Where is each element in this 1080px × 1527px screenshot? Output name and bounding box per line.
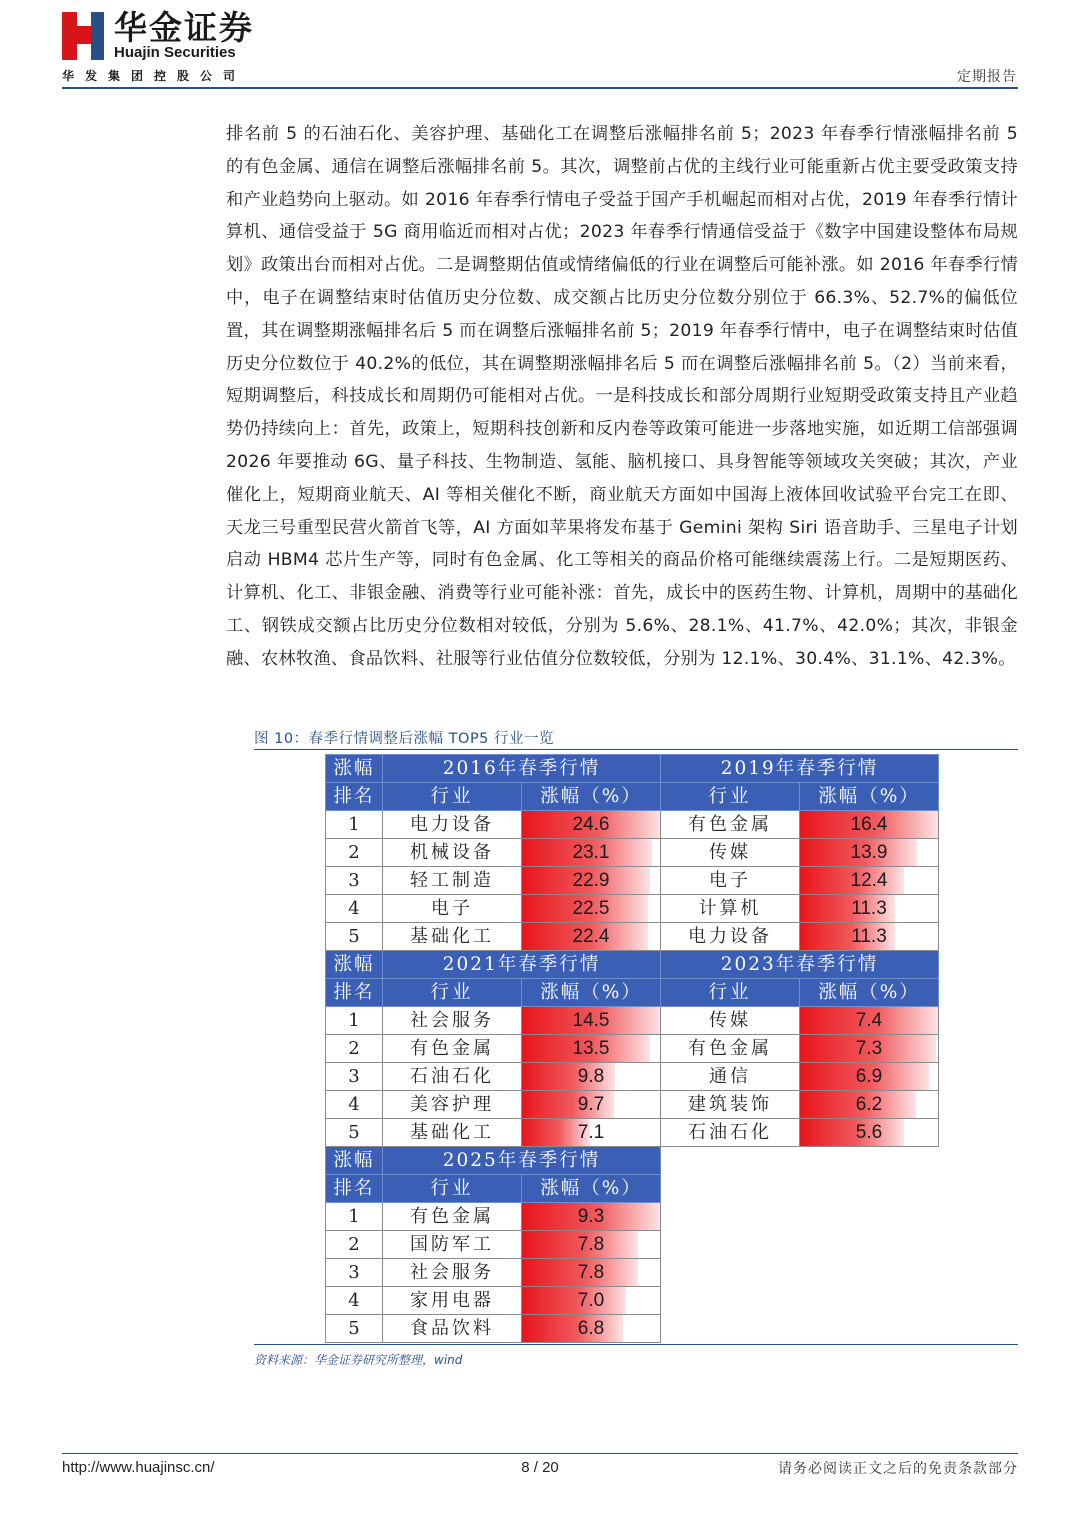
change-value-cell [522, 1315, 661, 1343]
column-header-row [326, 783, 939, 811]
change-value-text: 14.5 [572, 1009, 610, 1031]
change-value-cell [522, 1035, 661, 1063]
change-value-text: 9.8 [577, 1065, 605, 1087]
table-row [326, 1259, 939, 1287]
change-value-text: 22.5 [572, 897, 610, 919]
industry-cell: 美容护理 [383, 1091, 522, 1119]
industry-cell: 社会服务 [383, 1259, 522, 1287]
change-value-cell [800, 1035, 939, 1063]
block-title-left: 2016年春季行情 [383, 755, 661, 783]
change-value-text: 11.3 [851, 925, 887, 947]
change-value-text: 6.2 [855, 1093, 883, 1115]
rank-cell: 4 [326, 1287, 383, 1315]
rank-cell: 2 [326, 1035, 383, 1063]
industry-cell: 电子 [661, 867, 800, 895]
figure-title: 图 10：春季行情调整后涨幅 TOP5 行业一览 [254, 731, 555, 747]
table-row [326, 839, 939, 867]
industry-cell: 电子 [383, 895, 522, 923]
industry-cell: 通信 [661, 1063, 800, 1091]
change-column-header: 涨幅（%） [800, 979, 939, 1007]
disclaimer-note: 请务必阅读正文之后的免责条款部分 [778, 1461, 1018, 1477]
table-row [326, 1231, 939, 1259]
change-value-text: 16.4 [850, 813, 888, 835]
table-row [326, 811, 939, 839]
industry-cell: 国防军工 [383, 1231, 522, 1259]
change-value-cell [522, 1091, 661, 1119]
brand-name-en: Huajin Securities [114, 44, 236, 61]
change-value-cell [522, 1063, 661, 1091]
change-value-text: 6.8 [577, 1317, 605, 1339]
industry-cell: 传媒 [661, 839, 800, 867]
rank-cell: 1 [326, 1203, 383, 1231]
block-title-right: 2023年春季行情 [661, 951, 939, 979]
industry-cell: 建筑装饰 [661, 1091, 800, 1119]
group-name: 华发集团控股公司 [62, 69, 247, 83]
change-value-bar [522, 1315, 623, 1342]
change-value-cell [522, 1259, 661, 1287]
change-value-cell [800, 1007, 939, 1035]
industry-cell: 有色金属 [661, 1035, 800, 1063]
change-value-text: 7.0 [577, 1289, 605, 1311]
report-type: 定期报告 [957, 69, 1017, 85]
change-column-header: 涨幅（%） [800, 783, 939, 811]
industry-cell: 家用电器 [383, 1287, 522, 1315]
block-title-left: 2025年春季行情 [383, 1147, 661, 1175]
change-value-text: 7.1 [577, 1121, 605, 1143]
table-row [326, 1091, 939, 1119]
industry-cell: 传媒 [661, 1007, 800, 1035]
page-number: 8 / 20 [521, 1459, 559, 1476]
change-value-cell [522, 1119, 661, 1147]
ranking-table [325, 754, 939, 1343]
block-header-row [326, 951, 939, 979]
industry-cell: 机械设备 [383, 839, 522, 867]
change-value-text: 12.4 [850, 869, 888, 891]
block-title-left: 2021年春季行情 [383, 951, 661, 979]
change-value-cell [800, 895, 939, 923]
change-value-cell [522, 839, 661, 867]
change-column-header: 涨幅（%） [522, 979, 661, 1007]
change-value-text: 22.9 [572, 869, 610, 891]
change-value-cell [522, 867, 661, 895]
figure-bottom-divider [254, 1344, 1018, 1345]
change-value-cell [800, 839, 939, 867]
brand-name-cn: 华金证券 [114, 8, 254, 47]
rank-cell: 2 [326, 1231, 383, 1259]
rank-cell: 3 [326, 867, 383, 895]
change-value-text: 11.3 [851, 897, 887, 919]
industry-cell: 食品饮料 [383, 1315, 522, 1343]
change-value-cell [522, 1203, 661, 1231]
change-value-text: 7.3 [855, 1037, 883, 1059]
rank-cell: 4 [326, 1091, 383, 1119]
industry-cell: 有色金属 [661, 811, 800, 839]
industry-cell: 石油石化 [661, 1119, 800, 1147]
change-value-text: 22.4 [572, 925, 610, 947]
figure-source: 资料来源：华金证券研究所整理，wind [254, 1353, 463, 1367]
change-value-cell [800, 1119, 939, 1147]
rank-cell: 5 [326, 1119, 383, 1147]
industry-cell: 有色金属 [383, 1203, 522, 1231]
change-value-bar [800, 1119, 904, 1146]
change-column-header: 涨幅（%） [522, 783, 661, 811]
footer-divider [62, 1453, 1018, 1454]
change-value-text: 6.9 [855, 1065, 883, 1087]
figure-top-divider [254, 749, 1018, 750]
change-value-text: 7.8 [577, 1233, 605, 1255]
rank-header-top: 涨幅 [326, 1147, 383, 1175]
industry-cell: 计算机 [661, 895, 800, 923]
rank-header-bottom: 排名 [326, 1175, 383, 1203]
industry-column-header: 行业 [661, 783, 800, 811]
change-value-bar [522, 1287, 626, 1314]
rank-cell: 3 [326, 1063, 383, 1091]
table-row [326, 1315, 939, 1343]
industry-cell: 石油石化 [383, 1063, 522, 1091]
industry-cell: 社会服务 [383, 1007, 522, 1035]
industry-cell: 基础化工 [383, 923, 522, 951]
change-value-text: 24.6 [572, 813, 610, 835]
change-value-cell [522, 811, 661, 839]
industry-column-header: 行业 [661, 979, 800, 1007]
change-value-cell [522, 1231, 661, 1259]
change-value-cell [522, 923, 661, 951]
change-value-cell [800, 1091, 939, 1119]
change-value-cell [522, 895, 661, 923]
rank-cell: 1 [326, 811, 383, 839]
change-value-cell [800, 923, 939, 951]
change-value-cell [800, 1063, 939, 1091]
rank-cell: 4 [326, 895, 383, 923]
industry-column-header: 行业 [383, 1175, 522, 1203]
industry-cell: 电力设备 [383, 811, 522, 839]
table-row [326, 1063, 939, 1091]
change-column-header: 涨幅（%） [522, 1175, 661, 1203]
change-value-text: 7.4 [855, 1009, 883, 1031]
industry-column-header: 行业 [383, 979, 522, 1007]
header-divider [62, 87, 1018, 89]
table-row [326, 1007, 939, 1035]
table-row [326, 1203, 939, 1231]
change-value-text: 7.8 [577, 1261, 605, 1283]
rank-cell: 2 [326, 839, 383, 867]
change-value-text: 23.1 [572, 841, 610, 863]
change-value-text: 9.7 [577, 1093, 605, 1115]
change-value-cell [800, 867, 939, 895]
industry-cell: 基础化工 [383, 1119, 522, 1147]
footer-url-link[interactable]: http://www.huajinsc.cn/ [62, 1459, 215, 1476]
change-value-text: 5.6 [855, 1121, 883, 1143]
rank-cell: 1 [326, 1007, 383, 1035]
column-header-row [326, 979, 939, 1007]
change-value-cell [800, 811, 939, 839]
table-row [326, 1119, 939, 1147]
change-value-cell [522, 1287, 661, 1315]
change-value-text: 13.9 [850, 841, 888, 863]
industry-cell: 有色金属 [383, 1035, 522, 1063]
table-row [326, 1287, 939, 1315]
rank-header-top: 涨幅 [326, 755, 383, 783]
rank-header-bottom: 排名 [326, 783, 383, 811]
table-row [326, 867, 939, 895]
industry-cell: 电力设备 [661, 923, 800, 951]
rank-cell: 5 [326, 923, 383, 951]
block-header-row [326, 1147, 939, 1175]
industry-column-header: 行业 [383, 783, 522, 811]
change-value-cell [522, 1007, 661, 1035]
change-value-text: 9.3 [577, 1205, 605, 1227]
rank-cell: 3 [326, 1259, 383, 1287]
column-header-row [326, 1175, 939, 1203]
change-value-text: 13.5 [572, 1037, 610, 1059]
rank-header-top: 涨幅 [326, 951, 383, 979]
table-row [326, 1035, 939, 1063]
block-header-row [326, 755, 939, 783]
table-row [326, 895, 939, 923]
huajin-logo-icon [62, 12, 104, 60]
body-paragraph: 排名前 5 的石油石化、美容护理、基础化工在调整后涨幅排名前 5；2023 年春季行情涨幅排名前 5 的有色金属、通信在调整后涨幅排名前 5。其次，调整前占优的主线行业可能重新占优主要受政策支持和产业趋势向上驱动。如 2016 年春季行情电子受益于国产手机崛起而相对占优，2019 年春季行情计算机、通信受益于 5G 商用临近而相对占优；2023 年春季行情通信受益于《数字中国建设整体布局规划》政策出台而相对占优。二是调整期估值或情绪偏低的行业在调整后可能补涨。如 2016 年春季行情中，电子在调整结束时估值历史分位数、成交额占比历史分位数分别位于 66.3%、52.7%的偏低位置，其在调整期涨幅排名后 5 而在调整后涨幅排名前 5；2019 年春季行情中，电子在调整结束时估值历史分位数位于 40.2%的低位，其在调整期涨幅排名后 5 而在调整后涨幅排名前 5。（2）当前来看，短期调整后，科技成长和周期仍可能相对占优。一是科技成长和部分周期行业短期受政策支持且产业趋势仍持续向上：首先，政策上，短期科技创新和反内卷等政策可能进一步落地实施，如近期工信部强调 2026 年要推动 6G、量子科技、生物制造、氢能、脑机接口、具身智能等领域攻关突破；其次，产业催化上，短期商业航天、AI 等相关催化不断，商业航天方面如中国海上液体回收试验平台完工在即、天龙三号重型民营火箭首飞等，AI 方面如苹果将发布基于 Gemini 架构 Siri 语音助手、三星电子计划启动 HBM4 芯片生产等，同时有色金属、化工等相关的商品价格可能继续震荡上行。二是短期医药、计算机、化工、非银金融、消费等行业可能补涨：首先，成长中的医药生物、计算机，周期中的基础化工、钢铁成交额占比历史分位数相对较低，分别为 5.6%、28.1%、41.7%、42.0%；其次，非银金融、农林牧渔、食品饮料、社服等行业估值分位数较低，分别为 12.1%、30.4%、31.1%、42.3%。 [226, 124, 1018, 669]
industry-cell: 轻工制造 [383, 867, 522, 895]
rank-header-bottom: 排名 [326, 979, 383, 1007]
rank-cell: 5 [326, 1315, 383, 1343]
table-row [326, 923, 939, 951]
block-title-right: 2019年春季行情 [661, 755, 939, 783]
